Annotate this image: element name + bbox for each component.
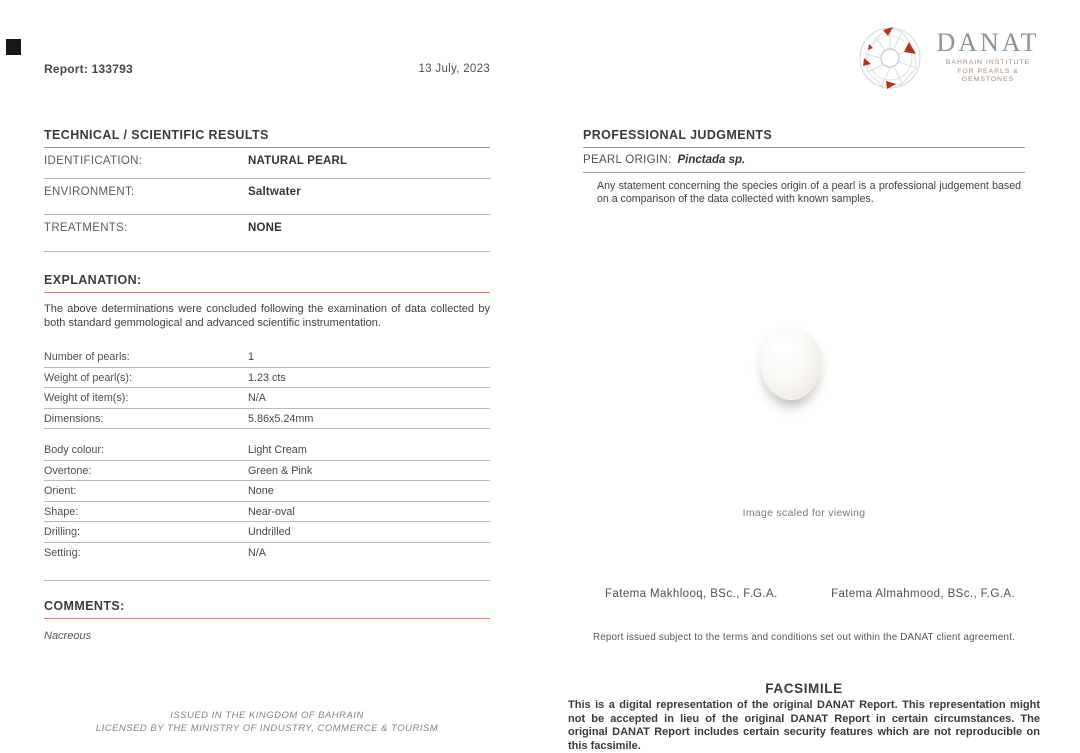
- table-row: [44, 461, 490, 482]
- row-label: Number of pearls:: [44, 351, 130, 363]
- row-value: NONE: [248, 222, 283, 234]
- left-column: [44, 128, 490, 642]
- explanation-body: The above determinations were concluded following the examination of data collected by both standard gemmological and advanced scientific instrumentation.: [44, 303, 490, 329]
- origin-label: PEARL ORIGIN:: [583, 154, 672, 166]
- table-row: [44, 502, 490, 523]
- row-value: N/A: [248, 546, 266, 559]
- signature-name: Fatema Almahmood, BSc., F.G.A.: [831, 588, 1015, 600]
- facsimile-title: FACSIMILE: [765, 681, 843, 696]
- row-value: Green & Pink: [248, 464, 313, 477]
- issuer-line2: LICENSED BY THE MINISTRY OF INDUSTRY, COMMERCE & TOURISM: [95, 723, 439, 734]
- row-label: Weight of pearl(s):: [44, 371, 133, 384]
- row-value: Saltwater: [248, 186, 301, 198]
- row-value: Undrilled: [248, 526, 291, 538]
- image-caption: Image scaled for viewing: [742, 507, 866, 519]
- pearl-photo: [760, 328, 822, 400]
- row-label: Body colour:: [44, 444, 105, 456]
- row-label: ENVIRONMENT:: [44, 186, 135, 198]
- table-row: [44, 522, 490, 543]
- logo-subtitle-line1: BAHRAIN INSTITUTE: [945, 59, 1031, 66]
- origin-value: Pinctada sp.: [677, 154, 746, 166]
- row-label: Drilling:: [44, 526, 80, 538]
- comments-body: Nacreous: [44, 629, 92, 642]
- technical-row-identification: [44, 148, 490, 179]
- row-value: Near-oval: [248, 505, 295, 518]
- row-label: Setting:: [44, 546, 81, 559]
- signatures-row: [583, 588, 1025, 600]
- explanation-title: EXPLANATION:: [44, 273, 490, 293]
- row-label: Orient:: [44, 485, 77, 497]
- row-value: 5.86x5.24mm: [248, 412, 314, 425]
- table-row: [44, 543, 490, 581]
- table-group-gap: [44, 429, 490, 440]
- facsimile-section: [568, 681, 1040, 753]
- table-row: [44, 368, 490, 389]
- row-label: IDENTIFICATION:: [44, 155, 143, 167]
- pearl-details-table: [44, 347, 490, 581]
- logo-wordmark: DANAT: [936, 28, 1040, 57]
- table-row: [44, 481, 490, 502]
- right-column: [583, 128, 1025, 206]
- pearl-image: [760, 328, 822, 400]
- table-row: [44, 388, 490, 409]
- row-label: Weight of item(s):: [44, 392, 129, 404]
- row-value: N/A: [248, 392, 266, 404]
- pearl-origin-row: [583, 148, 1025, 173]
- row-label: TREATMENTS:: [44, 222, 128, 234]
- logo-subtitle-line2: FOR PEARLS & GEMSTONES: [957, 67, 1019, 83]
- issuer-line1: ISSUED IN THE KINGDOM OF BAHRAIN: [170, 710, 364, 721]
- table-row: [44, 440, 490, 461]
- issuer-footer: [44, 709, 490, 735]
- report-number: Report: 133793: [44, 62, 133, 76]
- danat-logo: [856, 22, 1046, 94]
- technical-row-treatments: [44, 215, 490, 252]
- terms-note: Report issued subject to the terms and conditions set out within the DANAT client agreement.: [592, 632, 1016, 643]
- table-row: [44, 409, 490, 430]
- row-label: Shape:: [44, 505, 79, 518]
- comments-title: COMMENTS:: [44, 599, 490, 619]
- scan-artifact-mark: [6, 39, 21, 55]
- row-label: Overtone:: [44, 464, 92, 477]
- pearl-orb-icon: [856, 24, 924, 92]
- row-value: None: [248, 485, 274, 497]
- row-value: 1: [248, 351, 255, 363]
- professional-judgments-title: PROFESSIONAL JUDGMENTS: [583, 128, 1025, 148]
- technical-row-environment: [44, 179, 490, 215]
- report-date: 13 July, 2023: [418, 63, 490, 75]
- row-value: 1.23 cts: [248, 371, 286, 384]
- row-label: Dimensions:: [44, 412, 104, 425]
- technical-results-title: TECHNICAL / SCIENTIFIC RESULTS: [44, 128, 490, 148]
- origin-note: Any statement concerning the species origin of a pearl is a professional judgement based on a comparison of the data collected with known samples.: [597, 180, 1021, 205]
- table-row: [44, 347, 490, 368]
- facsimile-body: This is a digital representation of the original DANAT Report. This representation might not be accepted in lieu of the original DANAT Report in certain circumstances. The original DANAT Report includes certain security features which are not reproducible on this facsimile.: [568, 699, 1040, 752]
- row-value: NATURAL PEARL: [248, 155, 348, 167]
- row-value: Light Cream: [248, 444, 307, 456]
- signature-name: Fatema Makhlooq, BSc., F.G.A.: [605, 588, 778, 600]
